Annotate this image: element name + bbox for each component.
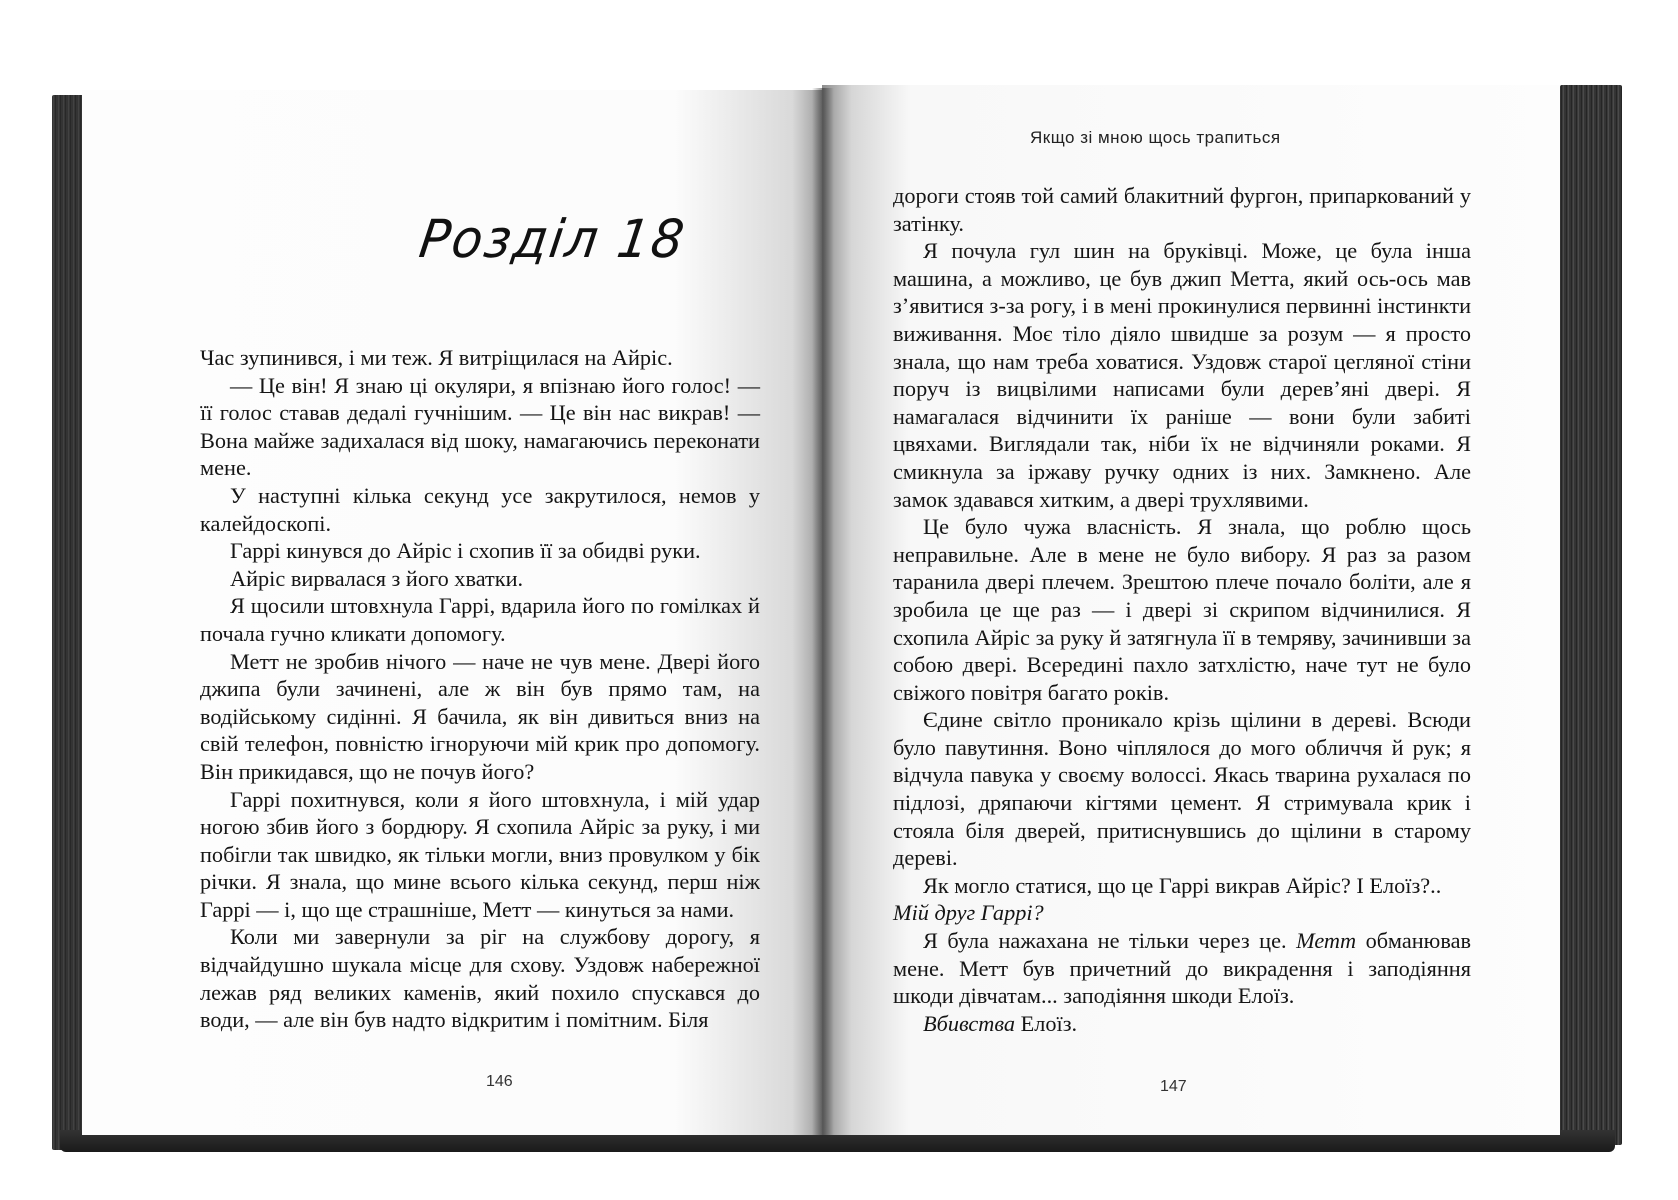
italic-text: Мій друг Гаррі? — [893, 900, 1044, 926]
running-head: Якщо зі мною щось трапиться — [1030, 128, 1281, 147]
paragraph: дороги стояв той самий блакитний фургон, припаркований у затінку. — [893, 183, 1471, 236]
paragraph: Гаррі кинувся до Айріс і схопив її за обидві руки. — [230, 538, 701, 564]
paragraph: Це було чужа власність. Я знала, що роблю щось неправильне. Але в мене не було вибору. Я раз за разом таранила двері плечем. Зрештою плече почало боліти, але я зробила це ще раз — і двері зі скрипом відчинилися. Я схопила Айріс за руку й затягнула її в темряву, зачинивши за собою двері. Всередині пахло затхлістю, наче тут не було свіжого повітря багато років. — [893, 514, 1471, 705]
italic-text: Метт — [1296, 928, 1357, 954]
paragraph: Час зупинився, і ми теж. Я витріщилася на Айріс. — [200, 345, 673, 370]
left-page-text — [200, 344, 760, 1034]
page-number-right: 147 — [1160, 1078, 1187, 1095]
page-number-left: 146 — [486, 1073, 513, 1090]
paragraph: Я щосили штовхнула Гаррі, вдарила його по гомілках й почала гучно кликати допомогу. — [200, 593, 760, 646]
paragraph-text: Я була нажахана не тільки через це. — [923, 928, 1287, 954]
paragraph: Я почула гул шин на бруківці. Може, це була інша машина, а можливо, це був джип Метта, який ось-ось мав з’явитися з-за рогу, і в мені прокинулися первинні інстинкти виживання. Моє тіло діяло швидше за розум — я просто знала, що нам треба ховатися. Уздовж старої цегляної стіни поруч із вицвілими написами були дерев’яні двері. Я намагалася відчинити їх раніше — вони були забиті цвяхами. Виглядали так, ніби їх не відчиняли роками. Я смикнула за іржаву ручку одних із них. Замкнено. Але замок здавався хитким, а двері трухлявими. — [893, 238, 1471, 512]
paragraph-text: Елоїз. — [1020, 1010, 1078, 1036]
italic-text: Вбивства — [923, 1010, 1016, 1036]
paragraph-text: обманював мене. Метт був причетний до викрадення і заподіяння шкоди дівчатам... заподіяння шкоди Елоїз. — [893, 928, 1472, 1009]
paragraph: Айріс вирвалася з його хватки. — [230, 565, 524, 591]
paragraph: Єдине світло проникало крізь щілини в дереві. Всюди було павутиння. Воно чіплялося до мого обличчя й рук; я відчула павука у своєму волоссі. Якась тварина рухалася по підлозі, дряпаючи кігтями цемент. Я стримувала крик і стояла біля дверей, притиснувшись до щілини в старому дереві. — [893, 707, 1471, 871]
paragraph — [893, 899, 1471, 927]
right-page-stack — [1560, 85, 1622, 1145]
paragraph: Метт не зробив нічого — наче не чув мене. Двері його джипа були зачинені, але ж він був прямо там, на водійському сидінні. Я бачила, як він дивиться вниз на свій телефон, повністю ігноруючи мій крик про допомогу. Він прикидався, що не почув його? — [200, 648, 760, 784]
book-gutter — [812, 88, 834, 1138]
paragraph — [893, 1010, 1471, 1038]
paragraph: Як могло статися, що це Гаррі викрав Айріс? І Елоїз?.. — [923, 872, 1442, 898]
right-page-text — [893, 182, 1471, 1037]
paragraph — [893, 927, 1471, 1010]
paragraph: Гаррі похитнувся, коли я його штовхнула, і мій удар ногою збив його з бордюру. Я схопила Айріс за руку, і ми побігли так швидко, як тільки могли, вниз провулком у бік річки. Я знала, що мине всього кілька секунд, перш ніж Гаррі — і, що ще страшніше, Метт — кинуться за нами. — [200, 786, 760, 922]
chapter-title: Розділ 18 — [415, 208, 690, 270]
paragraph: У наступні кілька секунд усе закрутилося, немов у калейдоскопі. — [200, 482, 760, 536]
paragraph: — Це він! Я знаю ці окуляри, я впізнаю його голос! — її голос ставав дедалі гучнішим. — Це він нас викрав! — Вона майже задихалася від шоку, намагаючись переконати мене. — [200, 372, 760, 481]
paragraph: Коли ми завернули за ріг на службову дорогу, я відчайдушно шукала місце для схову. Уздовж набережної лежав ряд великих каменів, який похило спускався до води, — але він був надто відкритим і помітним. Біля — [200, 924, 760, 1033]
